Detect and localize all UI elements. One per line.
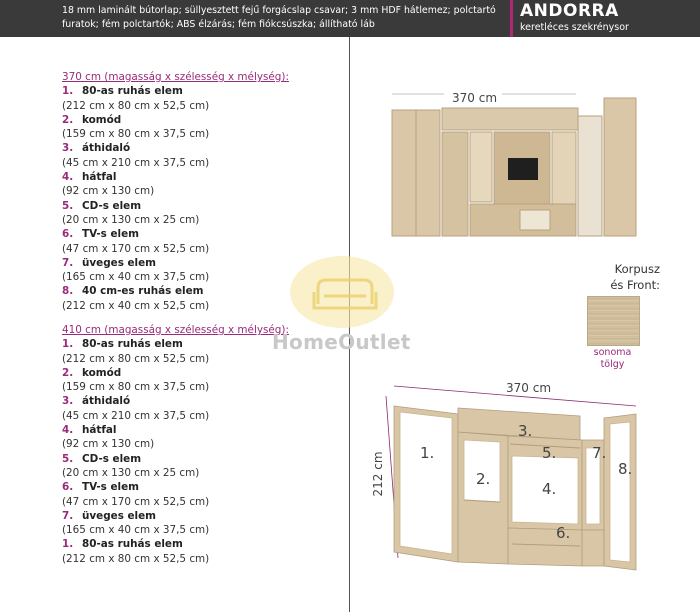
spec-item-name: hátfal — [82, 424, 117, 437]
diagram-height-label: 212 cm — [371, 451, 385, 497]
spec-item — [62, 199, 332, 228]
spec-item-number: 7. — [62, 509, 74, 522]
spec-item-number: 1. — [62, 538, 74, 551]
spec-item — [62, 480, 332, 509]
spec-item-dimensions: (159 cm x 80 cm x 37,5 cm) — [62, 381, 210, 394]
dimension-diagram — [360, 378, 700, 608]
sonoma-oak-swatch — [587, 296, 640, 346]
spec-item — [62, 141, 332, 170]
spec-item-name: üveges elem — [82, 256, 156, 269]
watermark — [272, 250, 442, 360]
spec-item-number: 1. — [62, 85, 74, 98]
spec-item-name: komód — [82, 366, 122, 379]
brand-subtitle: keretléces szekrénysor — [520, 22, 629, 33]
spec-item-dimensions: (212 cm x 80 cm x 52,5 cm) — [62, 552, 210, 565]
color-title-line2: és Front: — [610, 278, 660, 292]
spec-item-number: 6. — [62, 228, 74, 241]
spec-item-dimensions: (47 cm x 170 cm x 52,5 cm) — [62, 242, 210, 255]
spec-item-number: 5. — [62, 452, 74, 465]
spec-heading-410: 410 cm (magasság x szélesség x mélység): — [62, 324, 289, 336]
spec-item — [62, 84, 332, 113]
spec-item-number: 8. — [62, 285, 74, 298]
color-title-line1: Korpusz — [614, 262, 660, 276]
spec-item-dimensions: (159 cm x 80 cm x 37,5 cm) — [62, 128, 210, 141]
color-name-line1: sonoma — [593, 347, 632, 358]
photo-width-label: 370 cm — [452, 91, 498, 105]
spec-item-dimensions: (47 cm x 170 cm x 52,5 cm) — [62, 495, 210, 508]
spec-item-number: 4. — [62, 171, 74, 184]
spec-item-name: CD-s elem — [82, 452, 142, 465]
brand-block — [510, 0, 700, 37]
spec-item-dimensions: (20 cm x 130 cm x 25 cm) — [62, 466, 200, 479]
spec-item-number: 4. — [62, 424, 74, 437]
diagram-label-5: 5. — [542, 444, 557, 462]
diagram-label-3: 3. — [518, 422, 533, 440]
spec-item-dimensions: (20 cm x 130 cm x 25 cm) — [62, 213, 200, 226]
spec-item — [62, 394, 332, 423]
spec-item-dimensions: (92 cm x 130 cm) — [62, 438, 155, 451]
spec-item — [62, 423, 332, 452]
diagram-label-2: 2. — [476, 470, 491, 488]
spec-item-number: 5. — [62, 199, 74, 212]
spec-item-name: TV-s elem — [82, 481, 139, 494]
spec-item-number: 7. — [62, 256, 74, 269]
spec-item-number: 2. — [62, 366, 74, 379]
spec-item-dimensions: (165 cm x 40 cm x 37,5 cm) — [62, 524, 210, 537]
spec-item-number: 6. — [62, 481, 74, 494]
diagram-label-4: 4. — [542, 480, 557, 498]
spec-item-dimensions: (92 cm x 130 cm) — [62, 185, 155, 198]
product-description: 18 mm laminált bútorlap; süllyesztett fejű forgácslap csavar; 3 mm HDF hátlemez; polctartó furatok; fém polctartók; ABS élzárás; fém fiókcsúszka; állítható láb — [62, 5, 496, 30]
spec-item-name: CD-s elem — [82, 199, 142, 212]
watermark-text: HomeOutlet — [272, 330, 411, 354]
spec-item-dimensions: (212 cm x 40 cm x 52,5 cm) — [62, 299, 210, 312]
spec-item-name: 80-as ruhás elem — [82, 538, 183, 551]
spec-item-name: üveges elem — [82, 509, 156, 522]
brand-accent-bar — [510, 0, 513, 37]
spec-item-name: 80-as ruhás elem — [82, 85, 183, 98]
spec-item-name: 80-as ruhás elem — [82, 338, 183, 351]
color-title — [560, 261, 660, 293]
spec-item-number: 3. — [62, 395, 74, 408]
color-name — [570, 347, 655, 371]
diagram-label-7: 7. — [592, 444, 607, 462]
header-bar — [0, 0, 700, 37]
spec-item — [62, 452, 332, 481]
spec-item-number: 3. — [62, 142, 74, 155]
spec-item — [62, 113, 332, 142]
spec-item-name: hátfal — [82, 171, 117, 184]
spec-item-dimensions: (45 cm x 210 cm x 37,5 cm) — [62, 409, 210, 422]
diagram-label-6: 6. — [556, 524, 571, 542]
diagram-width-label: 370 cm — [506, 381, 552, 395]
color-name-line2: tölgy — [600, 359, 625, 370]
spec-item-name: komód — [82, 113, 122, 126]
sofa-outline-icon — [310, 270, 380, 316]
spec-items-410 — [62, 337, 332, 566]
spec-item-dimensions: (212 cm x 80 cm x 52,5 cm) — [62, 352, 210, 365]
spec-item-name: áthidaló — [82, 395, 131, 408]
spec-item — [62, 509, 332, 538]
spec-item-number: 2. — [62, 113, 74, 126]
spec-item — [62, 170, 332, 199]
spec-item-dimensions: (212 cm x 80 cm x 52,5 cm) — [62, 99, 210, 112]
spec-item-name: TV-s elem — [82, 228, 139, 241]
spec-item-number: 1. — [62, 338, 74, 351]
spec-item-name: 40 cm-es ruhás elem — [82, 285, 204, 298]
brand-name: ANDORRA — [520, 1, 619, 21]
spec-item-name: áthidaló — [82, 142, 131, 155]
spec-item — [62, 366, 332, 395]
spec-heading-370: 370 cm (magasság x szélesség x mélység): — [62, 71, 289, 83]
diagram-label-1: 1. — [420, 444, 435, 462]
product-photo — [384, 86, 646, 244]
diagram-label-8: 8. — [618, 460, 633, 478]
spec-item-dimensions: (45 cm x 210 cm x 37,5 cm) — [62, 156, 210, 169]
spec-item-dimensions: (165 cm x 40 cm x 37,5 cm) — [62, 271, 210, 284]
spec-item — [62, 537, 332, 566]
